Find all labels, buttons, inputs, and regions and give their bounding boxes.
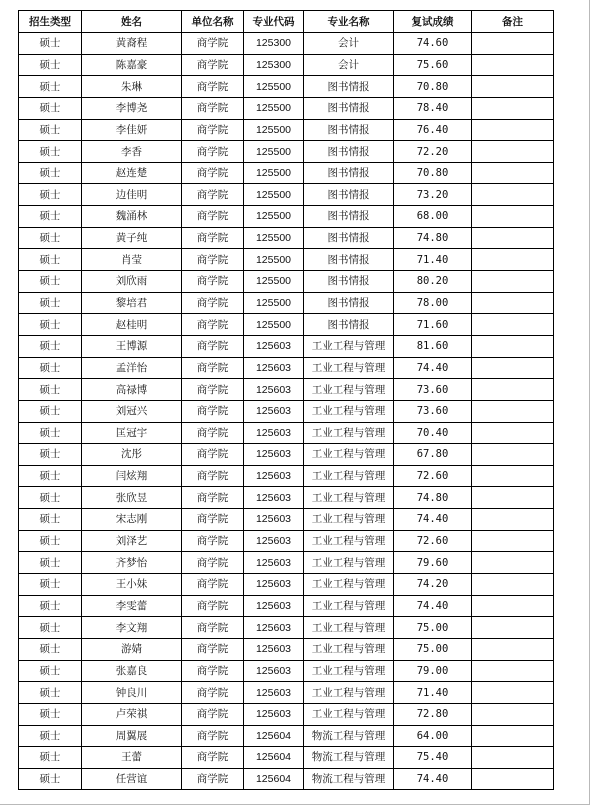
table-row: [19, 574, 554, 596]
name-cell: 黄裔程: [82, 33, 182, 55]
admission-type-cell: 硕士: [19, 530, 82, 552]
table-header-row: [19, 11, 554, 33]
retest-score-cell: 75.00: [394, 638, 472, 660]
retest-score-cell: 72.60: [394, 465, 472, 487]
name-cell: 宋志刚: [82, 509, 182, 531]
unit-cell: 商学院: [182, 595, 244, 617]
retest-score-cell: 78.40: [394, 97, 472, 119]
unit-cell: 商学院: [182, 444, 244, 466]
major-name-cell: 图书情报: [304, 292, 394, 314]
major-code-cell: 125603: [244, 465, 304, 487]
admission-type-cell: 硕士: [19, 509, 82, 531]
table-row: [19, 660, 554, 682]
remarks-cell: [472, 314, 554, 336]
retest-score-cell: 75.40: [394, 747, 472, 769]
unit-cell: 商学院: [182, 335, 244, 357]
admission-type-cell: 硕士: [19, 422, 82, 444]
major-name-cell: 图书情报: [304, 249, 394, 271]
retest-score-cell: 76.40: [394, 119, 472, 141]
admission-type-cell: 硕士: [19, 574, 82, 596]
name-cell: 肖莹: [82, 249, 182, 271]
name-cell: 张嘉良: [82, 660, 182, 682]
major-code-cell: 125500: [244, 119, 304, 141]
major-name-cell: 工业工程与管理: [304, 574, 394, 596]
unit-cell: 商学院: [182, 184, 244, 206]
unit-cell: 商学院: [182, 465, 244, 487]
major-name-cell: 物流工程与管理: [304, 747, 394, 769]
name-cell: 黄子纯: [82, 227, 182, 249]
remarks-cell: [472, 422, 554, 444]
unit-cell: 商学院: [182, 357, 244, 379]
column-header-unit: 单位名称: [182, 11, 244, 33]
name-cell: 张欣昱: [82, 487, 182, 509]
retest-score-cell: 71.60: [394, 314, 472, 336]
remarks-cell: [472, 465, 554, 487]
unit-cell: 商学院: [182, 703, 244, 725]
name-cell: 钟良川: [82, 682, 182, 704]
major-name-cell: 图书情报: [304, 271, 394, 293]
name-cell: 黎培君: [82, 292, 182, 314]
table-row: [19, 422, 554, 444]
retest-score-cell: 74.40: [394, 509, 472, 531]
table-row: [19, 184, 554, 206]
major-name-cell: 工业工程与管理: [304, 400, 394, 422]
remarks-cell: [472, 97, 554, 119]
name-cell: 周翼展: [82, 725, 182, 747]
major-code-cell: 125300: [244, 54, 304, 76]
unit-cell: 商学院: [182, 76, 244, 98]
unit-cell: 商学院: [182, 682, 244, 704]
retest-score-cell: 79.00: [394, 660, 472, 682]
major-name-cell: 物流工程与管理: [304, 725, 394, 747]
remarks-cell: [472, 33, 554, 55]
major-name-cell: 工业工程与管理: [304, 552, 394, 574]
remarks-cell: [472, 725, 554, 747]
retest-score-cell: 72.80: [394, 703, 472, 725]
unit-cell: 商学院: [182, 422, 244, 444]
major-code-cell: 125603: [244, 335, 304, 357]
remarks-cell: [472, 487, 554, 509]
major-code-cell: 125603: [244, 400, 304, 422]
major-code-cell: 125500: [244, 76, 304, 98]
remarks-cell: [472, 400, 554, 422]
major-name-cell: 工业工程与管理: [304, 509, 394, 531]
unit-cell: 商学院: [182, 747, 244, 769]
admission-type-cell: 硕士: [19, 162, 82, 184]
admission-type-cell: 硕士: [19, 33, 82, 55]
table-row: [19, 595, 554, 617]
admission-type-cell: 硕士: [19, 271, 82, 293]
remarks-cell: [472, 249, 554, 271]
column-header-remarks: 备注: [472, 11, 554, 33]
table-row: [19, 162, 554, 184]
major-name-cell: 工业工程与管理: [304, 335, 394, 357]
retest-score-cell: 70.80: [394, 76, 472, 98]
remarks-cell: [472, 54, 554, 76]
admission-type-cell: 硕士: [19, 314, 82, 336]
table-row: [19, 97, 554, 119]
remarks-cell: [472, 162, 554, 184]
remarks-cell: [472, 595, 554, 617]
major-code-cell: 125604: [244, 768, 304, 790]
retest-score-cell: 73.60: [394, 379, 472, 401]
admission-type-cell: 硕士: [19, 703, 82, 725]
unit-cell: 商学院: [182, 725, 244, 747]
major-name-cell: 图书情报: [304, 314, 394, 336]
column-header-major-name: 专业名称: [304, 11, 394, 33]
table-row: [19, 141, 554, 163]
unit-cell: 商学院: [182, 379, 244, 401]
name-cell: 孟洋怡: [82, 357, 182, 379]
name-cell: 齐梦怡: [82, 552, 182, 574]
table-row: [19, 357, 554, 379]
major-name-cell: 图书情报: [304, 162, 394, 184]
admission-type-cell: 硕士: [19, 249, 82, 271]
major-code-cell: 125603: [244, 487, 304, 509]
major-code-cell: 125603: [244, 574, 304, 596]
table-row: [19, 76, 554, 98]
admission-type-cell: 硕士: [19, 617, 82, 639]
major-code-cell: 125603: [244, 552, 304, 574]
major-name-cell: 图书情报: [304, 119, 394, 141]
major-name-cell: 工业工程与管理: [304, 682, 394, 704]
retest-score-cell: 74.40: [394, 768, 472, 790]
results-table: [18, 10, 554, 790]
major-code-cell: 125500: [244, 271, 304, 293]
unit-cell: 商学院: [182, 141, 244, 163]
unit-cell: 商学院: [182, 271, 244, 293]
name-cell: 王博源: [82, 335, 182, 357]
admission-type-cell: 硕士: [19, 227, 82, 249]
table-row: [19, 206, 554, 228]
name-cell: 李香: [82, 141, 182, 163]
admission-type-cell: 硕士: [19, 292, 82, 314]
remarks-cell: [472, 703, 554, 725]
retest-score-cell: 74.60: [394, 33, 472, 55]
major-code-cell: 125500: [244, 184, 304, 206]
major-name-cell: 图书情报: [304, 141, 394, 163]
table-row: [19, 638, 554, 660]
table-row: [19, 465, 554, 487]
retest-score-cell: 74.80: [394, 227, 472, 249]
table-body: [19, 33, 554, 790]
admission-type-cell: 硕士: [19, 660, 82, 682]
unit-cell: 商学院: [182, 292, 244, 314]
table-row: [19, 768, 554, 790]
retest-score-cell: 73.20: [394, 184, 472, 206]
unit-cell: 商学院: [182, 617, 244, 639]
name-cell: 陈嘉豪: [82, 54, 182, 76]
unit-cell: 商学院: [182, 530, 244, 552]
unit-cell: 商学院: [182, 314, 244, 336]
admission-type-cell: 硕士: [19, 119, 82, 141]
major-code-cell: 125603: [244, 595, 304, 617]
admission-type-cell: 硕士: [19, 552, 82, 574]
name-cell: 任营谊: [82, 768, 182, 790]
name-cell: 李佳妍: [82, 119, 182, 141]
major-name-cell: 工业工程与管理: [304, 595, 394, 617]
major-name-cell: 会计: [304, 54, 394, 76]
admission-type-cell: 硕士: [19, 747, 82, 769]
table-row: [19, 682, 554, 704]
name-cell: 朱琳: [82, 76, 182, 98]
name-cell: 李文翔: [82, 617, 182, 639]
unit-cell: 商学院: [182, 54, 244, 76]
remarks-cell: [472, 682, 554, 704]
admission-type-cell: 硕士: [19, 335, 82, 357]
remarks-cell: [472, 552, 554, 574]
major-code-cell: 125604: [244, 725, 304, 747]
remarks-cell: [472, 638, 554, 660]
retest-score-cell: 74.40: [394, 357, 472, 379]
major-name-cell: 工业工程与管理: [304, 487, 394, 509]
major-code-cell: 125603: [244, 682, 304, 704]
retest-score-cell: 79.60: [394, 552, 472, 574]
name-cell: 沈彤: [82, 444, 182, 466]
unit-cell: 商学院: [182, 487, 244, 509]
retest-score-cell: 74.20: [394, 574, 472, 596]
admission-type-cell: 硕士: [19, 400, 82, 422]
remarks-cell: [472, 292, 554, 314]
admission-type-cell: 硕士: [19, 595, 82, 617]
admission-type-cell: 硕士: [19, 487, 82, 509]
major-code-cell: 125500: [244, 227, 304, 249]
name-cell: 王蕾: [82, 747, 182, 769]
major-name-cell: 工业工程与管理: [304, 617, 394, 639]
table-row: [19, 54, 554, 76]
major-name-cell: 工业工程与管理: [304, 444, 394, 466]
remarks-cell: [472, 747, 554, 769]
major-code-cell: 125300: [244, 33, 304, 55]
major-name-cell: 图书情报: [304, 76, 394, 98]
major-code-cell: 125500: [244, 206, 304, 228]
admission-type-cell: 硕士: [19, 465, 82, 487]
major-code-cell: 125500: [244, 162, 304, 184]
remarks-cell: [472, 768, 554, 790]
unit-cell: 商学院: [182, 119, 244, 141]
retest-score-cell: 81.60: [394, 335, 472, 357]
name-cell: 高禄博: [82, 379, 182, 401]
remarks-cell: [472, 184, 554, 206]
remarks-cell: [472, 227, 554, 249]
major-code-cell: 125500: [244, 249, 304, 271]
remarks-cell: [472, 76, 554, 98]
retest-score-cell: 72.60: [394, 530, 472, 552]
admission-type-cell: 硕士: [19, 97, 82, 119]
major-code-cell: 125603: [244, 530, 304, 552]
major-name-cell: 图书情报: [304, 184, 394, 206]
unit-cell: 商学院: [182, 768, 244, 790]
table-row: [19, 249, 554, 271]
name-cell: 边佳明: [82, 184, 182, 206]
major-code-cell: 125603: [244, 660, 304, 682]
major-code-cell: 125500: [244, 97, 304, 119]
name-cell: 李雯蕾: [82, 595, 182, 617]
table-row: [19, 530, 554, 552]
table-row: [19, 292, 554, 314]
retest-score-cell: 70.80: [394, 162, 472, 184]
admission-type-cell: 硕士: [19, 76, 82, 98]
retest-score-cell: 75.00: [394, 617, 472, 639]
retest-score-cell: 71.40: [394, 249, 472, 271]
table-row: [19, 33, 554, 55]
table-row: [19, 314, 554, 336]
retest-score-cell: 80.20: [394, 271, 472, 293]
name-cell: 闫炫翔: [82, 465, 182, 487]
major-code-cell: 125603: [244, 422, 304, 444]
unit-cell: 商学院: [182, 162, 244, 184]
name-cell: 卢荣祺: [82, 703, 182, 725]
retest-score-cell: 72.20: [394, 141, 472, 163]
major-code-cell: 125603: [244, 617, 304, 639]
retest-score-cell: 67.80: [394, 444, 472, 466]
remarks-cell: [472, 379, 554, 401]
admission-type-cell: 硕士: [19, 141, 82, 163]
table-row: [19, 487, 554, 509]
unit-cell: 商学院: [182, 660, 244, 682]
major-name-cell: 工业工程与管理: [304, 530, 394, 552]
admission-type-cell: 硕士: [19, 682, 82, 704]
admission-type-cell: 硕士: [19, 379, 82, 401]
name-cell: 赵桂明: [82, 314, 182, 336]
admission-type-cell: 硕士: [19, 638, 82, 660]
table-row: [19, 444, 554, 466]
major-code-cell: 125603: [244, 444, 304, 466]
major-name-cell: 物流工程与管理: [304, 768, 394, 790]
major-code-cell: 125500: [244, 141, 304, 163]
major-code-cell: 125603: [244, 509, 304, 531]
remarks-cell: [472, 141, 554, 163]
table-row: [19, 617, 554, 639]
major-name-cell: 图书情报: [304, 206, 394, 228]
admission-type-cell: 硕士: [19, 357, 82, 379]
remarks-cell: [472, 271, 554, 293]
major-name-cell: 工业工程与管理: [304, 638, 394, 660]
remarks-cell: [472, 574, 554, 596]
unit-cell: 商学院: [182, 574, 244, 596]
table-row: [19, 703, 554, 725]
name-cell: 游婧: [82, 638, 182, 660]
admission-type-cell: 硕士: [19, 184, 82, 206]
remarks-cell: [472, 357, 554, 379]
major-name-cell: 工业工程与管理: [304, 357, 394, 379]
column-header-name: 姓名: [82, 11, 182, 33]
unit-cell: 商学院: [182, 509, 244, 531]
major-name-cell: 工业工程与管理: [304, 703, 394, 725]
admission-type-cell: 硕士: [19, 725, 82, 747]
retest-score-cell: 75.60: [394, 54, 472, 76]
name-cell: 赵连楚: [82, 162, 182, 184]
unit-cell: 商学院: [182, 249, 244, 271]
retest-score-cell: 71.40: [394, 682, 472, 704]
major-code-cell: 125604: [244, 747, 304, 769]
unit-cell: 商学院: [182, 97, 244, 119]
remarks-cell: [472, 530, 554, 552]
unit-cell: 商学院: [182, 227, 244, 249]
major-name-cell: 工业工程与管理: [304, 660, 394, 682]
column-header-admission-type: 招生类型: [19, 11, 82, 33]
column-header-major-code: 专业代码: [244, 11, 304, 33]
column-header-retest-score: 复试成绩: [394, 11, 472, 33]
table-row: [19, 725, 554, 747]
major-code-cell: 125603: [244, 703, 304, 725]
unit-cell: 商学院: [182, 638, 244, 660]
name-cell: 刘冠兴: [82, 400, 182, 422]
table-row: [19, 271, 554, 293]
unit-cell: 商学院: [182, 400, 244, 422]
retest-score-cell: 64.00: [394, 725, 472, 747]
admission-type-cell: 硕士: [19, 54, 82, 76]
major-name-cell: 会计: [304, 33, 394, 55]
retest-score-cell: 74.80: [394, 487, 472, 509]
table-row: [19, 119, 554, 141]
name-cell: 李博尧: [82, 97, 182, 119]
major-code-cell: 125500: [244, 292, 304, 314]
unit-cell: 商学院: [182, 33, 244, 55]
unit-cell: 商学院: [182, 206, 244, 228]
table-row: [19, 400, 554, 422]
major-name-cell: 图书情报: [304, 97, 394, 119]
retest-score-cell: 73.60: [394, 400, 472, 422]
major-name-cell: 图书情报: [304, 227, 394, 249]
remarks-cell: [472, 509, 554, 531]
admission-type-cell: 硕士: [19, 768, 82, 790]
table-row: [19, 747, 554, 769]
retest-score-cell: 68.00: [394, 206, 472, 228]
major-code-cell: 125603: [244, 357, 304, 379]
remarks-cell: [472, 444, 554, 466]
table-row: [19, 227, 554, 249]
retest-score-cell: 74.40: [394, 595, 472, 617]
unit-cell: 商学院: [182, 552, 244, 574]
remarks-cell: [472, 206, 554, 228]
major-name-cell: 工业工程与管理: [304, 422, 394, 444]
major-code-cell: 125500: [244, 314, 304, 336]
table-row: [19, 379, 554, 401]
remarks-cell: [472, 119, 554, 141]
major-name-cell: 工业工程与管理: [304, 465, 394, 487]
name-cell: 刘泽艺: [82, 530, 182, 552]
admission-type-cell: 硕士: [19, 444, 82, 466]
name-cell: 魏涌林: [82, 206, 182, 228]
major-code-cell: 125603: [244, 379, 304, 401]
major-name-cell: 工业工程与管理: [304, 379, 394, 401]
table-row: [19, 335, 554, 357]
remarks-cell: [472, 617, 554, 639]
admission-type-cell: 硕士: [19, 206, 82, 228]
remarks-cell: [472, 335, 554, 357]
major-code-cell: 125603: [244, 638, 304, 660]
retest-score-cell: 78.00: [394, 292, 472, 314]
name-cell: 王小妹: [82, 574, 182, 596]
retest-score-cell: 70.40: [394, 422, 472, 444]
table-row: [19, 552, 554, 574]
name-cell: 匡冠宇: [82, 422, 182, 444]
table-row: [19, 509, 554, 531]
name-cell: 刘欣雨: [82, 271, 182, 293]
remarks-cell: [472, 660, 554, 682]
